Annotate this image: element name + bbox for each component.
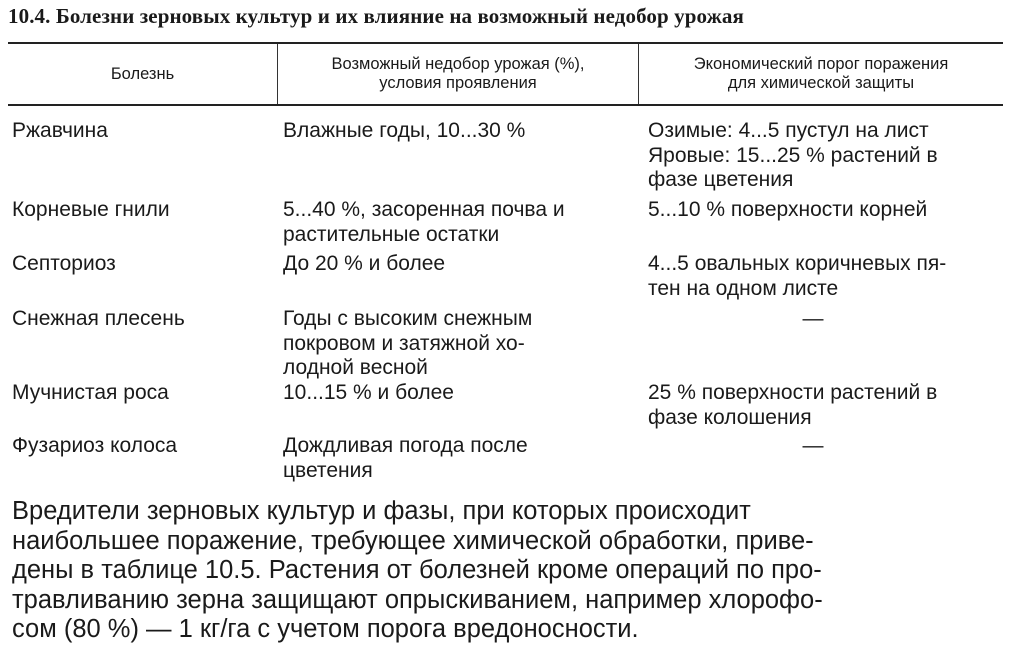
yield-loss-cell: 10...15 % и более (283, 381, 454, 404)
header-threshold: Экономический порог поражения для химической защиты (693, 55, 949, 92)
disease-cell: Септориоз (12, 252, 116, 275)
yield-loss-cell: Влажные годы, 10...30 % (283, 119, 526, 142)
disease-cell: Мучнистая роса (12, 381, 169, 404)
threshold-cell: — (802, 434, 824, 457)
disease-cell: Корневые гнили (12, 198, 170, 221)
yield-loss-cell: Годы с высоким снежным покровом и затяжной хо- лодной весной (283, 307, 533, 379)
threshold-cell: 25 % поверхности растений в фазе колошения (648, 381, 938, 429)
yield-loss-cell: До 20 % и более (283, 252, 446, 275)
body-paragraph: Вредители зерновых культур и фазы, при которых происходит наибольшее поражение, требующее химической обработки, приве- дены в таблице 10.5. Растения от болезней кроме операций по про- травливанию зерна защищают опрыскиванием, например хлорофо- сом (80 %) — 1 кг/га с учетом порога вредоносности. (12, 497, 823, 643)
header-bottom-rule (8, 104, 1003, 106)
header-disease: Болезнь (110, 64, 175, 83)
disease-cell: Ржавчина (12, 119, 108, 142)
header-yield-loss: Возможный недобор урожая (%), условия проявления (331, 55, 585, 92)
threshold-cell: 5...10 % поверхности корней (648, 198, 928, 221)
threshold-cell: Озимые: 4...5 пустул на лист Яровые: 15...25 % растений в фазе цветения (648, 119, 938, 191)
yield-loss-cell: Дождливая погода после цветения (283, 434, 528, 482)
disease-cell: Снежная плесень (12, 307, 185, 330)
threshold-cell: 4...5 овальных коричневых пя- тен на одном листе (648, 252, 947, 300)
yield-loss-cell: 5...40 %, засоренная почва и растительные остатки (283, 198, 565, 246)
table-title: 10.4. Болезни зерновых культур и их влияние на возможный недобор урожая (8, 4, 744, 28)
disease-cell: Фузариоз колоса (12, 434, 178, 457)
threshold-cell: — (802, 307, 824, 330)
